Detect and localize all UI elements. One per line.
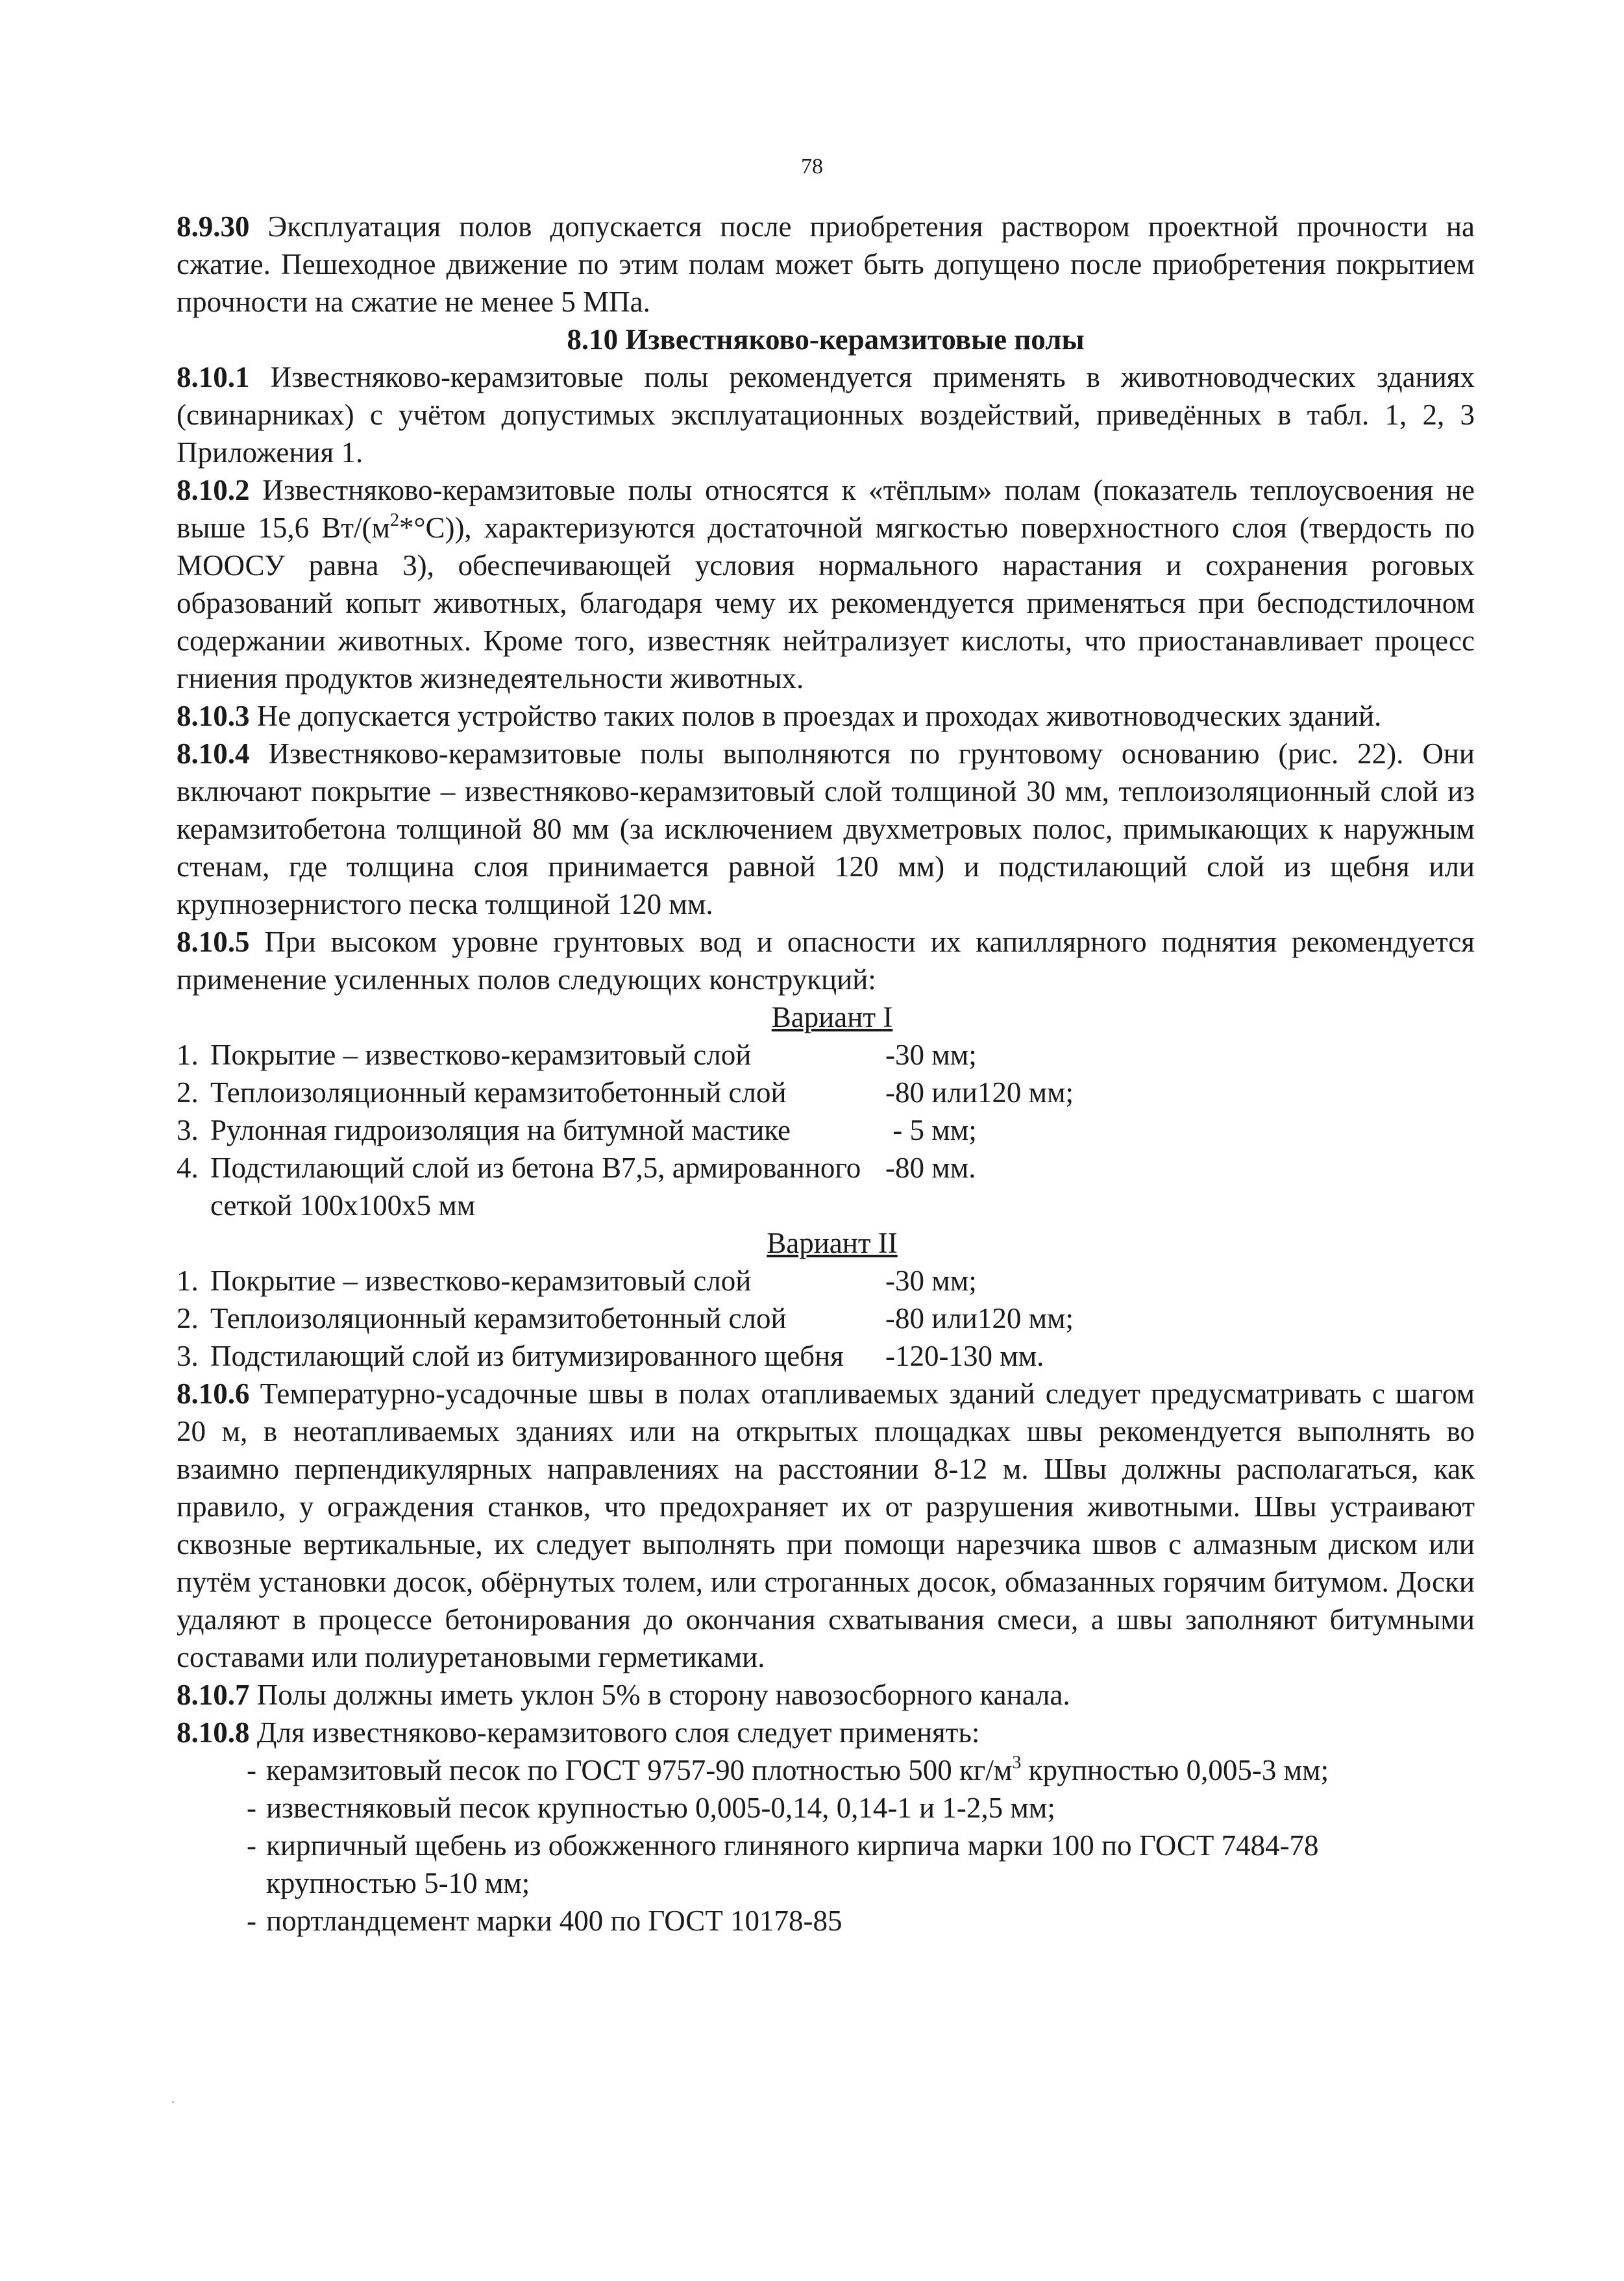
clause-number: 8.10.7 — [177, 1679, 250, 1711]
list-item-text — [266, 1902, 1475, 1940]
list-item-text-b: крупностью 0,005-3 мм; — [1021, 1754, 1329, 1786]
row-text: Теплоизоляционный керамзитобетонный слой — [210, 1076, 787, 1109]
row-index: 2. — [177, 1076, 199, 1109]
row-index: 1. — [177, 1264, 199, 1297]
row-text: Покрытие – известково-керамзитовый слой — [210, 1039, 752, 1071]
variant-1-title: Вариант I — [771, 1001, 893, 1033]
clause-number: 8.10.2 — [177, 474, 250, 506]
page-content — [177, 208, 1475, 1940]
list-dash: - — [247, 1754, 256, 1786]
row-index: 1. — [177, 1039, 199, 1071]
layer-row — [177, 1111, 1475, 1149]
list-item-text-a: керамзитовый песок по ГОСТ 9757-90 плотностью 500 кг/м — [266, 1754, 1013, 1786]
clause-number: 8.10.5 — [177, 926, 250, 958]
list-item-text-a: кирпичный щебень из обожженного глиняного кирпича марки 100 по ГОСТ 7484-78 крупностью 5-10 мм; — [266, 1829, 1319, 1899]
clause-text: Для известняково-керамзитового слоя следует применять: — [249, 1716, 980, 1749]
list-item — [247, 1789, 1475, 1827]
layer-row — [177, 1149, 1475, 1224]
list-item-text — [266, 1789, 1475, 1827]
row-value: -30 мм; — [885, 1264, 977, 1297]
row-value: -30 мм; — [885, 1039, 977, 1071]
clause-text: Полы должны иметь уклон 5% в сторону навозосборного канала. — [249, 1679, 1070, 1711]
row-value: -80 или120 мм; — [885, 1302, 1074, 1335]
clause-number: 8.10.3 — [177, 700, 250, 732]
clause-text: Эксплуатация полов допускается после приобретения раствором проектной прочности на сжатие. Пешеходное движение по этим полам может быть допущено после приобретения покрытием прочности на сжатие не менее 5 МПа. — [177, 210, 1475, 318]
page-number: 78 — [801, 154, 823, 179]
clause-text: Известняково-керамзитовые полы выполняются по грунтовому основанию (рис. 22). Они включают покрытие – известняково-керамзитовый слой толщиной 30 мм, теплоизоляционный слой из керамзитобетона толщиной 80 мм (за исключением двухметровых полос, примыкающих к наружным стенам, где толщина слоя принимается равной 120 мм) и подстилающий слой из щебня или крупнозернистого песка толщиной 120 мм. — [177, 737, 1475, 920]
row-text: Подстилающий слой из бетона В7,5, армированного сеткой 100х100х5 мм — [210, 1152, 861, 1222]
list-dash: - — [247, 1792, 256, 1824]
layer-row — [177, 1262, 1475, 1300]
row-index: 4. — [177, 1152, 199, 1184]
row-value: - 5 мм; — [885, 1114, 977, 1146]
clause-number: 8.9.30 — [177, 210, 250, 243]
list-dash: - — [247, 1829, 256, 1862]
list-item-text-a: портландцемент марки 400 по ГОСТ 10178-85 — [266, 1905, 843, 1937]
list-item-text — [266, 1751, 1475, 1789]
clause-text-continued: *°С)), характеризуются достаточной мягкостью поверхностного слоя (твердость по МООСУ равна 3), обеспечивающей условия нормального нарастания и сохранения роговых образований копыт животных, благодаря чему их рекомендуется применяться при бесподстилочном содержании животных. Кроме того, известняк нейтрализует кислоты, что приостанавливает процесс гниения продуктов жизнедеятельности животных. — [177, 512, 1475, 695]
clause-number: 8.10.1 — [177, 361, 250, 393]
clause-text: Известняково-керамзитовые полы рекомендуется применять в животноводческих зданиях (свинарниках) с учётом допустимых эксплуатационных воздействий, приведённых в табл. 1, 2, 3 Приложения 1. — [177, 361, 1475, 469]
variant-2-list — [177, 1262, 1475, 1375]
paragraph-8-10-3 — [177, 697, 1475, 735]
paragraph-8-10-2 — [177, 471, 1475, 697]
variant-1-list — [177, 1036, 1475, 1224]
layer-row — [177, 1036, 1475, 1074]
list-item-text-a: известняковый песок крупностью 0,005-0,14, 0,14-1 и 1-2,5 мм; — [266, 1792, 1055, 1824]
clause-text: Известняково-керамзитовые полы относятся к «тёплым» полам (показатель теплоусвоения не выше 15,6 Вт/(м — [177, 474, 1475, 544]
paragraph-8-9-30 — [177, 208, 1475, 321]
clause-text: Не допускается устройство таких полов в проездах и проходах животноводческих зданий. — [249, 700, 1382, 732]
row-value: -80 мм. — [885, 1152, 976, 1184]
row-index: 3. — [177, 1114, 199, 1146]
paragraph-8-10-7 — [177, 1676, 1475, 1714]
row-text: Теплоизоляционный керамзитобетонный слой — [210, 1302, 787, 1335]
list-item-text — [266, 1827, 1475, 1902]
paragraph-8-10-4 — [177, 735, 1475, 923]
list-item — [247, 1902, 1475, 1940]
row-value: -80 или120 мм; — [885, 1076, 1074, 1109]
clause-number: 8.10.4 — [177, 737, 250, 770]
layer-row — [177, 1074, 1475, 1111]
materials-list — [247, 1751, 1475, 1940]
superscript: 2 — [389, 510, 399, 530]
row-text: Подстилающий слой из битумизированного щебня — [210, 1340, 844, 1372]
clause-number: 8.10.8 — [177, 1716, 250, 1749]
clause-text: Температурно-усадочные швы в полах отапливаемых зданий следует предусматривать с шагом 20 м, в неотапливаемых зданиях или на открытых площадках швы рекомендуется выполнять во взаимно перпендикулярных направлениях на расстоянии 8-12 м. Швы должны располагаться, как правило, у ограждения станков, что предохраняет их от разрушения животными. Швы устраивают сквозные вертикальные, их следует выполнять при помощи нарезчика швов с алмазным диском или путём установки досок, обёрнутых толем, или строганных досок, обмазанных горячим битумом. Доски удаляют в процессе бетонирования до окончания схватывания смеси, а швы заполняют битумными составами или полиуретановыми герметиками. — [177, 1377, 1475, 1673]
row-index: 3. — [177, 1340, 199, 1372]
layer-row — [177, 1300, 1475, 1337]
paragraph-8-10-8 — [177, 1714, 1475, 1751]
scan-speck — [172, 2101, 174, 2103]
clause-text: При высоком уровне грунтовых вод и опасности их капиллярного поднятия рекомендуется применение усиленных полов следующих конструкций: — [177, 926, 1475, 996]
row-text: Покрытие – известково-керамзитовый слой — [210, 1264, 752, 1297]
paragraph-8-10-5 — [177, 923, 1475, 998]
row-text: Рулонная гидроизоляция на битумной мастике — [210, 1114, 791, 1146]
paragraph-8-10-6 — [177, 1375, 1475, 1676]
layer-row — [177, 1337, 1475, 1375]
section-heading: 8.10 Известняково-керамзитовые полы — [567, 323, 1085, 356]
row-value: -120-130 мм. — [885, 1340, 1044, 1372]
paragraph-8-10-1 — [177, 358, 1475, 471]
variant-2-title: Вариант II — [767, 1227, 898, 1259]
list-item — [247, 1827, 1475, 1902]
clause-number: 8.10.6 — [177, 1377, 250, 1410]
superscript: 3 — [1012, 1753, 1022, 1773]
row-index: 2. — [177, 1302, 199, 1335]
list-item — [247, 1751, 1475, 1789]
list-dash: - — [247, 1905, 256, 1937]
